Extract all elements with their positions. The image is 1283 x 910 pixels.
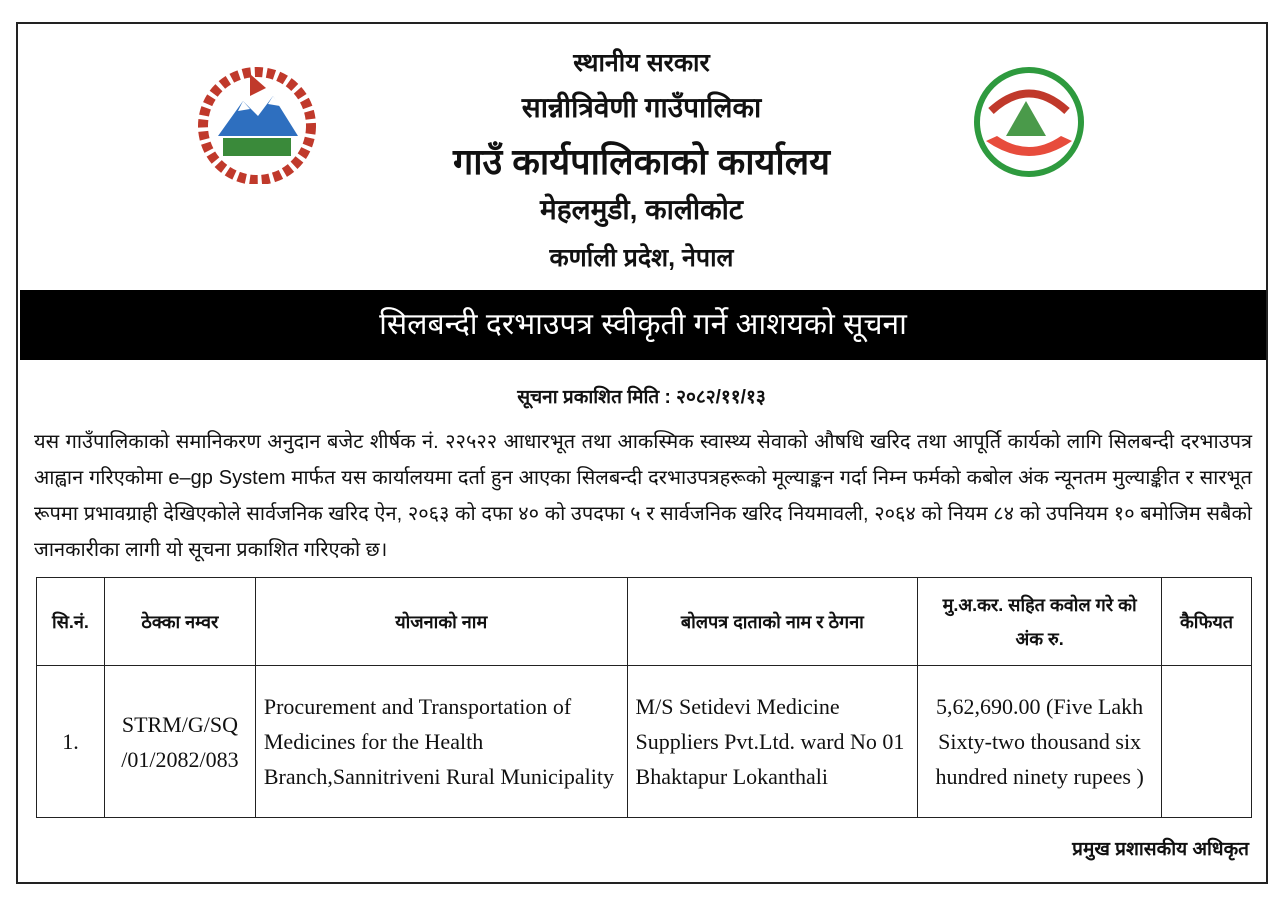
header-province: कर्णाली प्रदेश, नेपाल — [549, 244, 734, 272]
header-address: मेहलमुडी, कालीकोट — [540, 194, 743, 225]
cell-contract-no: STRM/G/SQ /01/2082/083 — [104, 666, 255, 818]
notice-paragraph: यस गाउँपालिकाको समानिकरण अनुदान बजेट शीर्षक नं. २२५२२ आधारभूत तथा आकस्मिक स्वास्थ्य सेवाको औषधि खरिद तथा आपूर्ति कार्यको लागि सिलबन्दी दरभाउपत्र आह्वान गरिएकोमा e–gp System मार्फत यस कार्यालयमा दर्ता हुन आएका सिलबन्दी दरभाउपत्रहरूको मूल्याङ्कन गर्दा निम्न फर्मको कबोल अंक न्यूनतम मुल्याङ्कीत र सारभूत रूपमा प्रभावग्राही देखिएकोले सार्वजनिक खरिद ऐन, २०६३ को दफा ४० को उपदफा ५ र सार्वजनिक खरिद नियमावली, २०६४ को नियम ८४ को उपनियम १० बमोजिम सबैको जानकारीका लागी यो सूचना प्रकाशित गरिएको छ। — [34, 431, 1252, 561]
col-header-bidder: बोलपत्र दाताको नाम र ठेगना — [627, 578, 918, 666]
signatory-title: प्रमुख प्रशासकीय अधिकृत — [1072, 839, 1249, 860]
table-row — [37, 666, 1252, 818]
cell-project-name: Procurement and Transportation of Medicines for the Health Branch,Sannitriveni Rural Municipality — [255, 666, 627, 818]
col-header-contract-no: ठेक्का नम्वर — [104, 578, 255, 666]
cell-sn: 1. — [37, 666, 105, 818]
cell-amount: 5,62,690.00 (Five Lakh Sixty-two thousand six hundred ninety rupees ) — [918, 666, 1162, 818]
col-header-sn: सि.नं. — [37, 578, 105, 666]
notice-title: सिलबन्दी दरभाउपत्र स्वीकृती गर्ने आशयको सूचना — [20, 290, 1266, 360]
header-line-1: स्थानीय सरकार — [573, 49, 710, 77]
table-header-row — [37, 578, 1252, 666]
col-header-remarks: कैफियत — [1162, 578, 1252, 666]
cell-remarks — [1162, 666, 1252, 818]
publish-date: सूचना प्रकाशित मिति : २०८२/११/१३ — [517, 387, 766, 408]
cell-bidder: M/S Setidevi Medicine Suppliers Pvt.Ltd. ward No 01 Bhaktapur Lokanthali — [627, 666, 918, 818]
col-header-project-name: योजनाको नाम — [255, 578, 627, 666]
header-office-title: गाउँ कार्यपालिकाको कार्यालय — [452, 141, 831, 182]
header-line-2: सान्नीत्रिवेणी गाउँपालिका — [521, 92, 762, 123]
award-table — [36, 577, 1252, 818]
col-header-amount: मु.अ.कर. सहित कवोल गरे को अंक रु. — [918, 578, 1162, 666]
